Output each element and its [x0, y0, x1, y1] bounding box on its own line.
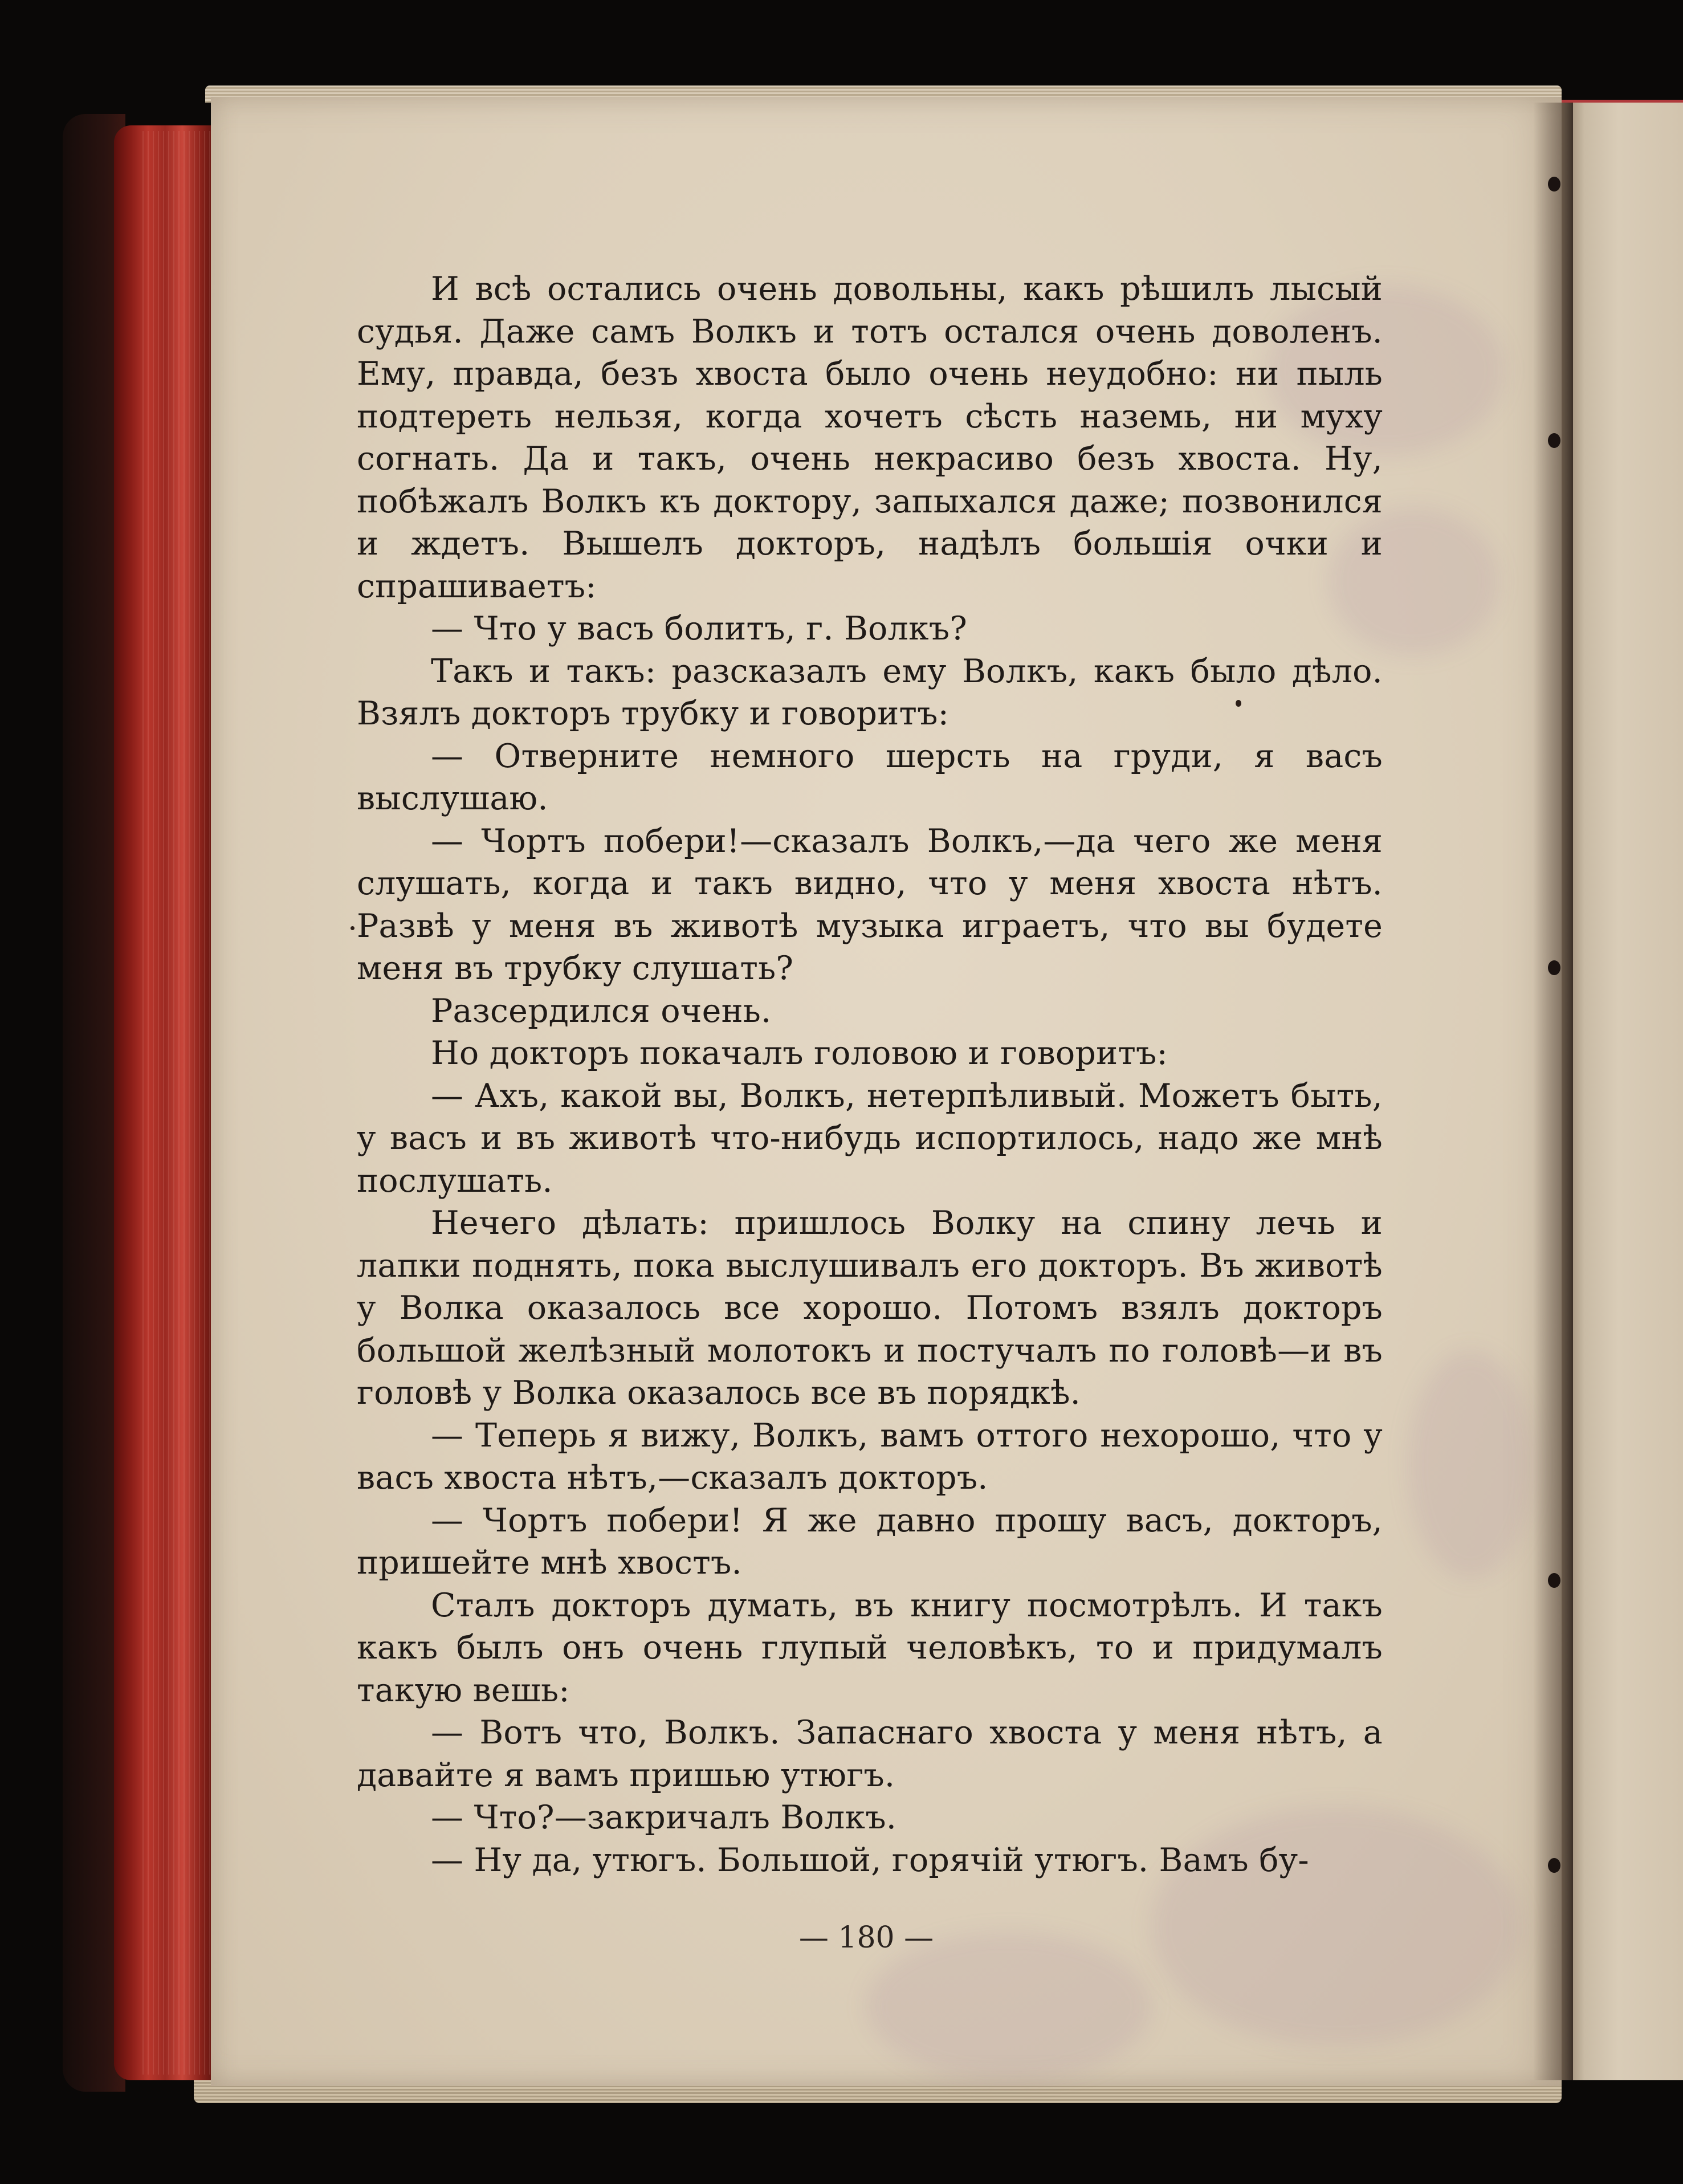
page-edges-texture — [142, 131, 211, 2075]
binding-hole — [1548, 1573, 1560, 1588]
paragraph: И всѣ остались очень довольны, какъ рѣшилъ лысый судья. Даже самъ Волкъ и тотъ остался очень доволенъ. Ему, правда, безъ хвоста было очень неудобно: ни пыль подтереть нельзя, когда хочетъ сѣсть наземь, ни муху согнать. Да и такъ, очень некрасиво безъ хвоста. Ну, побѣжалъ Волкъ къ доктору, запыхался даже; позвонился и ждетъ. Вышелъ докторъ, надѣлъ большія очки и спрашиваетъ: — [357, 270, 1383, 605]
binding-hole — [1548, 177, 1560, 191]
page-text — [357, 268, 1383, 1881]
paragraph: Сталъ докторъ думать, въ книгу посмотрѣлъ. И такъ какъ былъ онъ очень глупый человѣкъ, то и придумалъ такую вешь: — [357, 1586, 1383, 1709]
page-number: — 180 — — [798, 1921, 934, 1955]
paragraph: — Ну да, утюгъ. Большой, горячій утюгъ. Вамъ бу- — [431, 1841, 1309, 1879]
paragraph: — Вотъ что, Волкъ. Запаснаго хвоста у меня нѣтъ, а давайте я вамъ пришью утюгъ. — [357, 1714, 1383, 1794]
paragraph: — Теперь я вижу, Волкъ, вамъ оттого нехорошо, что у васъ хвоста нѣтъ,—сказалъ докторъ. — [357, 1416, 1383, 1497]
paragraph: Разсердился очень. — [431, 992, 772, 1030]
binding-hole — [1548, 433, 1560, 448]
paragraph: — Чортъ побери!—сказалъ Волкъ,—да чего же меня слушать, когда и такъ видно, что у меня хвоста нѣтъ. Развѣ у меня въ животѣ музыка играетъ, что вы будете меня въ трубку слушать? — [357, 822, 1383, 987]
facing-page — [1562, 103, 1683, 2080]
binding-hole — [1548, 960, 1560, 975]
ink-speck — [351, 926, 354, 930]
paragraph: Нечего дѣлать: пришлось Волку на спину лечь и лапки поднять, пока выслушивалъ его докторъ. Въ животѣ у Волка оказалось все хорошо. Потомъ взялъ докторъ большой желѣзный молотокъ и постучалъ по головѣ—и въ головѣ у Волка оказалось все въ порядкѣ. — [357, 1204, 1383, 1412]
paragraph: — Ахъ, какой вы, Волкъ, нетерпѣливый. Можетъ быть, у васъ и въ животѣ что-нибудь испортилось, надо же мнѣ послушать. — [357, 1077, 1383, 1200]
paragraph: — Что?—закричалъ Волкъ. — [431, 1799, 897, 1836]
gutter-shadow — [1533, 103, 1573, 2080]
paragraph: Такъ и такъ: разсказалъ ему Волкъ, какъ было дѣло. Взялъ докторъ трубку и говоритъ: — [357, 652, 1383, 732]
paper-stain — [1408, 1351, 1533, 1579]
paragraph: — Отверните немного шерсть на груди, я васъ выслушаю. — [357, 737, 1383, 817]
paragraph: — Что у васъ болитъ, г. Волкъ? — [431, 610, 968, 647]
binding-hole — [1548, 1858, 1560, 1873]
paragraph: — Чортъ побери! Я же давно прошу васъ, докторъ, пришейте мнѣ хвостъ. — [357, 1501, 1383, 1582]
paragraph: Но докторъ покачалъ головою и говоритъ: — [431, 1034, 1168, 1072]
